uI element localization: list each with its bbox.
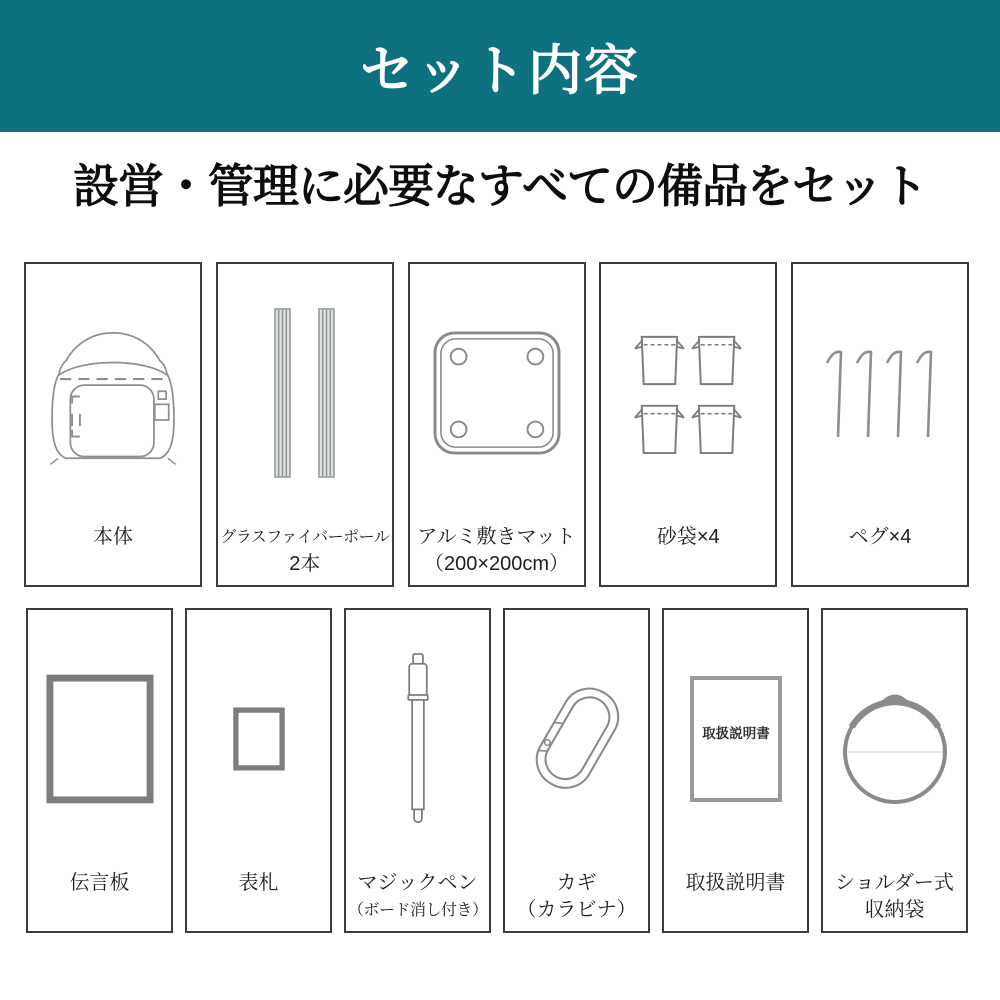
carabiner-icon xyxy=(527,678,627,800)
item-label: 取扱説明書 xyxy=(685,872,786,894)
tent-icon xyxy=(39,318,187,468)
item-marker-pen xyxy=(344,608,491,933)
item-label: 表札 xyxy=(238,872,279,894)
item-label: グラスファイバーポール 2本 xyxy=(220,529,390,575)
item-sandbags xyxy=(599,262,777,587)
storage-bag-icon xyxy=(839,672,951,806)
item-main-body xyxy=(24,262,202,587)
manual-cover-text: 取扱説明書 xyxy=(701,726,770,741)
sandbags-icon xyxy=(624,327,752,459)
item-message-board xyxy=(26,608,173,933)
marker-pen-icon xyxy=(400,652,436,826)
page-title: セット内容 xyxy=(360,40,640,101)
item-pegs xyxy=(791,262,969,587)
item-aluminum-mat xyxy=(408,262,586,587)
items-row-1 xyxy=(24,262,969,587)
item-label: アルミ敷きマット （200×200cm） xyxy=(417,526,576,575)
item-label: ペグ×4 xyxy=(848,526,912,548)
item-nameplate xyxy=(185,608,332,933)
manual-icon xyxy=(690,676,782,802)
mat-icon xyxy=(432,330,562,456)
pegs-icon xyxy=(824,345,936,441)
items-row-2 xyxy=(26,608,968,933)
subtitle: 設営・管理に必要なすべての備品をセット xyxy=(72,160,928,212)
item-label: ショルダー式 収納袋 xyxy=(835,872,954,921)
item-label: マジックペン （ボード消し付き） xyxy=(348,872,488,919)
item-label: カギ （カラビナ） xyxy=(516,872,637,921)
item-label: 砂袋×4 xyxy=(656,526,720,548)
item-label: 伝言板 xyxy=(69,872,130,894)
item-manual xyxy=(662,608,809,933)
item-label: 本体 xyxy=(93,526,133,548)
poles-icon xyxy=(274,307,336,479)
item-key-carabiner xyxy=(503,608,650,933)
item-storage-bag xyxy=(821,608,968,933)
header-banner xyxy=(0,0,1000,132)
message-board-icon xyxy=(46,674,154,804)
nameplate-icon xyxy=(233,707,285,771)
item-fiberglass-poles xyxy=(216,262,394,587)
